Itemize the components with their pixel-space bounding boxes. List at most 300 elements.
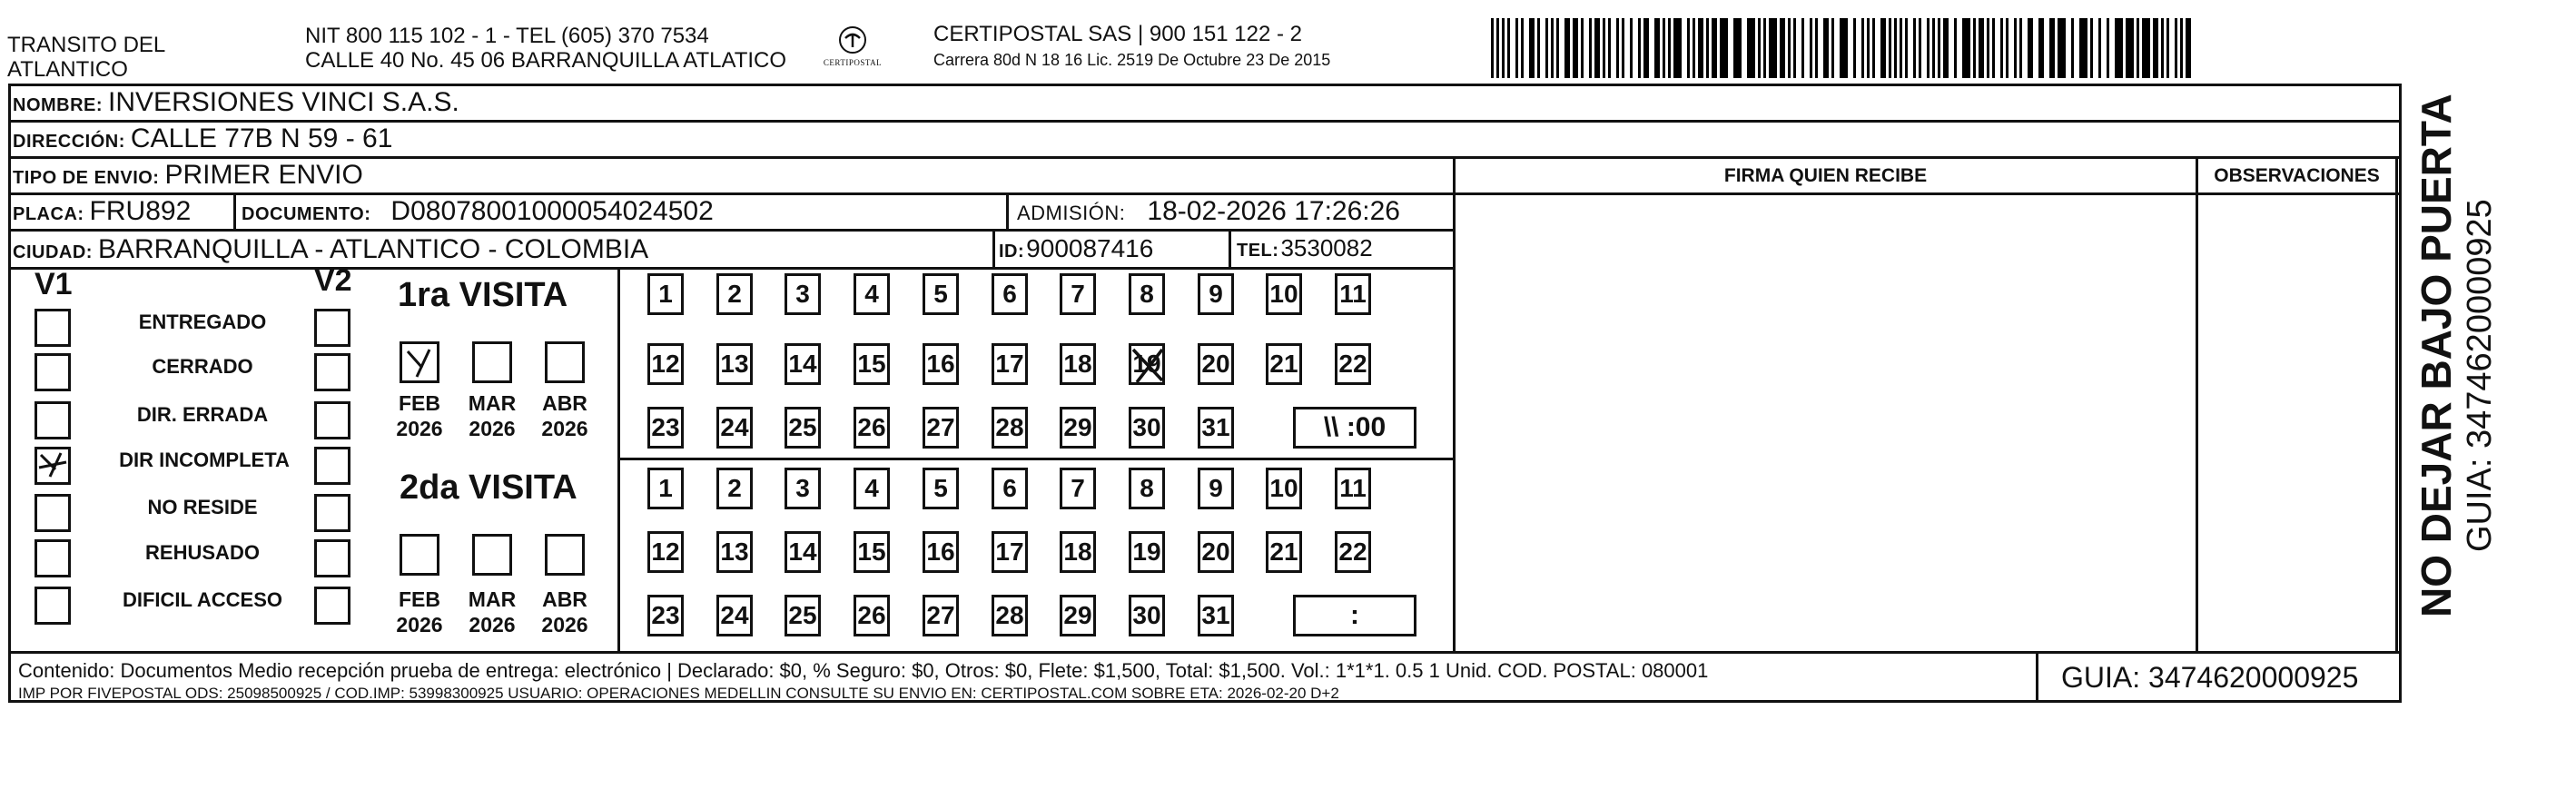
barcode-bar: [2161, 18, 2164, 78]
month-checkbox[interactable]: [472, 534, 512, 576]
day-number: 24: [720, 413, 749, 441]
courier-license: Carrera 80d N 18 16 Lic. 2519 De Octubre 23 De 2015: [933, 51, 1331, 69]
tipo-row: [13, 160, 363, 191]
status-label: DIFICIL ACCESO: [122, 588, 282, 611]
barcode-bar: [1643, 18, 1649, 78]
day-box[interactable]: [1198, 273, 1234, 315]
day-box[interactable]: [1266, 273, 1302, 315]
barcode-bar: [1889, 18, 1891, 78]
id-value: 900087416: [1026, 234, 1154, 262]
barcode-bar: [1801, 18, 1804, 78]
month-label: [460, 390, 524, 441]
day-box[interactable]: [785, 343, 821, 385]
day-number: 20: [1201, 538, 1230, 566]
barcode-bar: [2049, 18, 2055, 78]
barcode-bar: [1733, 18, 1742, 78]
sender-name-line1: TRANSITO DEL: [7, 33, 166, 57]
day-number: 22: [1338, 538, 1367, 566]
day-box[interactable]: [647, 595, 684, 636]
certipostal-logo: [815, 22, 890, 76]
day-number: 14: [788, 538, 817, 566]
barcode-bar: [1853, 18, 1856, 78]
barcode-bar: [2126, 18, 2134, 78]
barcode-bar: [2038, 18, 2044, 78]
barcode-bar: [1747, 18, 1755, 78]
v2-checkbox[interactable]: [314, 587, 350, 625]
status-label: CERRADO: [152, 355, 253, 378]
day-box[interactable]: [647, 407, 684, 449]
day-box[interactable]: [1266, 343, 1302, 385]
day-number: 15: [857, 350, 886, 378]
day-box[interactable]: [647, 343, 684, 385]
barcode-bar: [1706, 18, 1709, 78]
barcode-bar: [1529, 18, 1535, 78]
day-number: 11: [1339, 280, 1367, 308]
barcode-bar: [1943, 18, 1949, 78]
barcode-bar: [2107, 18, 2109, 78]
barcode-bar: [1491, 18, 1494, 78]
day-box[interactable]: [1335, 273, 1371, 315]
barcode-bar: [1712, 18, 1717, 78]
day-number: 14: [788, 350, 817, 378]
day-box[interactable]: [923, 343, 959, 385]
day-box[interactable]: [1129, 531, 1165, 573]
day-number: 13: [720, 350, 749, 378]
day-number: 10: [1269, 474, 1298, 502]
day-box[interactable]: [1335, 468, 1371, 509]
day-number: 18: [1063, 350, 1092, 378]
barcode-bar: [1589, 18, 1592, 78]
barcode-bar: [1973, 18, 1976, 78]
day-number: 12: [651, 350, 680, 378]
barcode-bar: [1603, 18, 1605, 78]
barcode-bar: [1673, 18, 1682, 78]
id-row: [999, 234, 1153, 263]
day-number: 21: [1269, 538, 1298, 566]
month-year: 2026: [469, 613, 516, 636]
id-label: ID:: [999, 242, 1025, 261]
day-number: 1: [658, 474, 673, 502]
placa-value: FRU892: [89, 196, 192, 226]
visit1-title: 1ra VISITA: [398, 276, 568, 314]
day-box[interactable]: [1198, 407, 1234, 449]
barcode-bar: [2006, 18, 2008, 78]
barcode-bar: [1496, 18, 1499, 78]
barcode-bar: [1927, 18, 1930, 78]
day-number: 15: [857, 538, 886, 566]
day-number: 30: [1132, 413, 1161, 441]
day-number: 16: [926, 350, 955, 378]
day-box[interactable]: [1129, 273, 1165, 315]
day-box[interactable]: [647, 468, 684, 509]
day-box[interactable]: [1060, 273, 1096, 315]
barcode-bar: [1616, 18, 1619, 78]
day-box[interactable]: [785, 531, 821, 573]
barcode-bar: [1622, 18, 1624, 78]
sender-nit: NIT 800 115 102 - 1 - TEL (605) 370 7534: [305, 24, 709, 48]
day-number: 6: [1002, 474, 1017, 502]
day-box[interactable]: [854, 595, 890, 636]
day-number: 19: [1132, 538, 1161, 566]
tel-value: 3530082: [1280, 234, 1373, 261]
barcode: [1489, 13, 2197, 78]
barcode-bar: [1687, 18, 1690, 78]
day-number: 5: [933, 474, 948, 502]
sender-contact: [305, 24, 786, 73]
barcode-bar: [1861, 18, 1864, 78]
barcode-bar: [1608, 18, 1611, 78]
day-number: 9: [1209, 474, 1223, 502]
day-box[interactable]: [923, 407, 959, 449]
barcode-bar: [2071, 18, 2074, 78]
side-guia: GUIA: 3474620000925: [2461, 199, 2499, 552]
day-number: 28: [995, 413, 1024, 441]
day-number: 7: [1071, 280, 1085, 308]
courier-info: [933, 22, 1330, 70]
v1-checkbox[interactable]: [35, 309, 71, 347]
day-number: 25: [788, 601, 817, 629]
barcode-bar: [1867, 18, 1870, 78]
barcode-bar: [1720, 18, 1728, 78]
day-box[interactable]: [716, 595, 753, 636]
barcode-bar: [1521, 18, 1524, 78]
time-box[interactable]: :: [1293, 595, 1416, 636]
visit2-title: 2da VISITA: [400, 469, 577, 507]
day-box[interactable]: [716, 468, 753, 509]
day-box[interactable]: [1060, 407, 1096, 449]
ciudad-value: BARRANQUILLA - ATLANTICO - COLOMBIA: [97, 234, 649, 264]
barcode-bar: [1823, 18, 1829, 78]
day-number: 19: [1132, 350, 1161, 378]
status-label: NO RESIDE: [147, 496, 258, 518]
day-number: 10: [1269, 280, 1298, 308]
day-box[interactable]: [647, 273, 684, 315]
day-number: 12: [651, 538, 680, 566]
day-box[interactable]: [854, 468, 890, 509]
day-number: 16: [926, 538, 955, 566]
day-number: 29: [1063, 601, 1092, 629]
status-label: DIR INCOMPLETA: [119, 449, 290, 471]
barcode-bar: [1831, 18, 1834, 78]
v1-label: V1: [35, 267, 73, 301]
v1-checkbox[interactable]: [35, 353, 71, 391]
ciudad-row: [13, 234, 648, 265]
barcode-bar: [2115, 18, 2123, 78]
barcode-bar: [1573, 18, 1578, 78]
month-checkbox[interactable]: [400, 341, 439, 383]
barcode-bar: [2186, 18, 2191, 78]
v2-checkbox[interactable]: [314, 494, 350, 532]
barcode-bar: [1815, 18, 1818, 78]
footer-contents: Contenido: Documentos Medio recepción prueba de entrega: electrónico | Declarado: $0, % Seguro: $0, Otros: $0, Flete: $1,500, Total: $1,500. Vol.: 1*1*1. 0.5 1 Unid. COD. POSTAL: 080001: [18, 659, 1709, 682]
day-number: 31: [1201, 413, 1230, 441]
day-box[interactable]: [992, 343, 1028, 385]
day-box[interactable]: [785, 407, 821, 449]
day-number: 22: [1338, 350, 1367, 378]
v1-checkbox[interactable]: [35, 539, 71, 577]
day-number: 31: [1201, 601, 1230, 629]
day-box[interactable]: [1335, 531, 1371, 573]
admision-label: ADMISIÓN:: [1017, 202, 1126, 224]
sender-name-line2: ATLANTICO: [7, 57, 128, 82]
nombre-label: NOMBRE:: [13, 95, 104, 115]
v1-checkbox[interactable]: [35, 494, 71, 532]
day-box[interactable]: [992, 531, 1028, 573]
barcode-bar: [1900, 18, 1902, 78]
day-number: 29: [1063, 413, 1092, 441]
barcode-bar: [1693, 18, 1695, 78]
barcode-bar: [2058, 18, 2066, 78]
day-box[interactable]: [1198, 595, 1234, 636]
barcode-bar: [2000, 18, 2003, 78]
month-name: MAR: [468, 587, 517, 611]
day-number: 27: [926, 413, 955, 441]
day-number: 30: [1132, 601, 1161, 629]
barcode-bar: [1932, 18, 1935, 78]
barcode-bar: [1581, 18, 1584, 78]
day-box[interactable]: [1129, 407, 1165, 449]
barcode-bar: [1894, 18, 1897, 78]
v2-checkbox[interactable]: [314, 309, 350, 347]
barcode-bar: [1515, 18, 1518, 78]
day-number: 5: [933, 280, 948, 308]
day-box[interactable]: [854, 531, 890, 573]
day-number: 9: [1209, 280, 1223, 308]
day-box[interactable]: [992, 407, 1028, 449]
month-label: [388, 587, 451, 637]
barcode-bar: [1810, 18, 1812, 78]
barcode-bar: [1654, 18, 1660, 78]
month-checkbox[interactable]: [545, 534, 585, 576]
barcode-bar: [1913, 18, 1916, 78]
month-checkbox[interactable]: [472, 341, 512, 383]
barcode-bar: [1630, 18, 1633, 78]
barcode-bar: [1551, 18, 1554, 78]
v2-checkbox[interactable]: [314, 353, 350, 391]
day-box[interactable]: [992, 595, 1028, 636]
day-number: 2: [727, 474, 742, 502]
month-name: MAR: [468, 391, 517, 415]
barcode-bar: [1556, 18, 1559, 78]
sender-address: CALLE 40 No. 45 06 BARRANQUILLA ATLATICO: [305, 48, 787, 73]
admision-value: 18-02-2026 17:26:26: [1147, 196, 1400, 226]
day-box[interactable]: [923, 595, 959, 636]
day-box[interactable]: [785, 468, 821, 509]
day-number: 6: [1002, 280, 1017, 308]
month-year: 2026: [396, 613, 443, 636]
month-name: FEB: [399, 587, 440, 611]
day-number: 2: [727, 280, 742, 308]
barcode-bar: [1962, 18, 1970, 78]
day-number: 3: [795, 474, 810, 502]
day-number: 8: [1140, 280, 1154, 308]
day-box[interactable]: [1129, 468, 1165, 509]
day-box[interactable]: [854, 407, 890, 449]
documento-value: D08078001000054024502: [390, 196, 714, 226]
status-label: DIR. ERRADA: [136, 403, 269, 426]
barcode-bar: [1788, 18, 1791, 78]
direccion-label: DIRECCIÓN:: [13, 132, 125, 152]
barcode-bar: [1979, 18, 1984, 78]
day-box[interactable]: [923, 468, 959, 509]
day-box[interactable]: [1060, 468, 1096, 509]
tel-label: TEL:: [1237, 241, 1279, 261]
ciudad-label: CIUDAD:: [13, 242, 93, 262]
day-number: 4: [864, 474, 879, 502]
day-box[interactable]: [716, 407, 753, 449]
direccion-row: [13, 123, 392, 154]
day-box[interactable]: [1060, 595, 1096, 636]
day-box[interactable]: [716, 343, 753, 385]
day-number: 4: [864, 280, 879, 308]
barcode-bar: [1668, 18, 1671, 78]
documento-row: [242, 196, 714, 227]
barcode-bar: [2019, 18, 2022, 78]
tel-row: [1237, 234, 1373, 262]
barcode-bar: [1507, 18, 1510, 78]
v1-checkbox[interactable]: [35, 401, 71, 439]
v2-checkbox[interactable]: [314, 447, 350, 485]
month-year: 2026: [541, 417, 588, 440]
day-number: 8: [1140, 474, 1154, 502]
barcode-bar: [2098, 18, 2101, 78]
barcode-bar: [1987, 18, 1989, 78]
side-warning: NO DEJAR BAJO PUERTA: [2413, 94, 2460, 617]
logo-text: CERTIPOSTAL: [823, 58, 883, 67]
barcode-bar: [1880, 18, 1886, 78]
month-name: FEB: [399, 391, 440, 415]
month-checkbox[interactable]: [545, 341, 585, 383]
direccion-value: CALLE 77B N 59 - 61: [130, 123, 393, 153]
day-box[interactable]: [1335, 343, 1371, 385]
day-number: 17: [995, 538, 1024, 566]
v2-label: V2: [314, 263, 352, 298]
day-box[interactable]: [1060, 343, 1096, 385]
nombre-row: [13, 87, 459, 118]
day-box[interactable]: [1060, 531, 1096, 573]
day-box[interactable]: [1129, 595, 1165, 636]
barcode-bar: [1698, 18, 1703, 78]
barcode-bar: [1938, 18, 1940, 78]
tipo-label: TIPO DE ENVIO:: [13, 168, 160, 188]
day-number: 23: [651, 601, 680, 629]
day-box[interactable]: [1198, 343, 1234, 385]
day-number: 27: [926, 601, 955, 629]
month-label: [533, 390, 597, 441]
day-number: 13: [720, 538, 749, 566]
day-box[interactable]: [923, 273, 959, 315]
observaciones-header: OBSERVACIONES: [2214, 165, 2380, 186]
day-box[interactable]: [785, 273, 821, 315]
barcode-bar: [2142, 18, 2150, 78]
month-year: 2026: [541, 613, 588, 636]
month-year: 2026: [396, 417, 443, 440]
month-year: 2026: [469, 417, 516, 440]
day-number: 26: [857, 601, 886, 629]
month-name: ABR: [542, 587, 587, 611]
barcode-bar: [1905, 18, 1908, 78]
day-box[interactable]: [992, 468, 1028, 509]
day-box[interactable]: [854, 273, 890, 315]
barcode-bar: [1919, 18, 1921, 78]
day-number: 21: [1269, 350, 1298, 378]
day-number: 3: [795, 280, 810, 308]
day-box[interactable]: [716, 531, 753, 573]
firma-header: FIRMA QUIEN RECIBE: [1723, 165, 1928, 186]
sender-name: [7, 33, 165, 82]
day-number: 25: [788, 413, 817, 441]
time-box[interactable]: \\ :00: [1293, 407, 1416, 449]
barcode-bar: [1564, 18, 1570, 78]
barcode-bar: [2153, 18, 2158, 78]
day-number: 1: [658, 280, 673, 308]
month-checkbox[interactable]: [400, 534, 439, 576]
barcode-bar: [1872, 18, 1875, 78]
barcode-bar: [1769, 18, 1777, 78]
barcode-bar: [2090, 18, 2093, 78]
month-name: ABR: [542, 391, 587, 415]
barcode-bar: [1793, 18, 1796, 78]
tipo-value: PRIMER ENVIO: [164, 160, 363, 190]
barcode-bar: [1537, 18, 1540, 78]
barcode-bar: [1992, 18, 1995, 78]
v1-checkbox[interactable]: [35, 447, 71, 485]
day-box[interactable]: [992, 273, 1028, 315]
month-label: [460, 587, 524, 637]
day-box[interactable]: [1198, 531, 1234, 573]
footer-imp: IMP POR FIVEPOSTAL ODS: 25098500925 / COD.IMP: 53998300925 USUARIO: OPERACIONES MEDELLIN CONSULTE SU ENVIO EN: CERTIPOSTAL.COM SOBRE ETA: 2026-02-20 D+2: [18, 685, 1339, 702]
v2-checkbox[interactable]: [314, 401, 350, 439]
v1-checkbox[interactable]: [35, 587, 71, 625]
day-number: 17: [995, 350, 1024, 378]
barcode-bar: [1502, 18, 1505, 78]
status-label: ENTREGADO: [138, 311, 267, 333]
courier-name: CERTIPOSTAL SAS | 900 151 122 - 2: [933, 22, 1302, 46]
barcode-bar: [1780, 18, 1785, 78]
admision-row: [1017, 196, 1400, 227]
day-number: 20: [1201, 350, 1230, 378]
day-box[interactable]: [923, 531, 959, 573]
day-number: 24: [720, 601, 749, 629]
barcode-bar: [2014, 18, 2017, 78]
barcode-bar: [2137, 18, 2139, 78]
day-box[interactable]: [647, 531, 684, 573]
day-number: 26: [857, 413, 886, 441]
placa-row: [13, 196, 191, 227]
barcode-bar: [2079, 18, 2087, 78]
day-box[interactable]: [854, 343, 890, 385]
day-box[interactable]: [1266, 468, 1302, 509]
day-box[interactable]: [1266, 531, 1302, 573]
barcode-bar: [1758, 18, 1761, 78]
barcode-bar: [1638, 18, 1641, 78]
month-label: [533, 587, 597, 637]
footer-guia: GUIA: 3474620000925: [2061, 661, 2359, 694]
day-box[interactable]: [785, 595, 821, 636]
day-number: 7: [1071, 474, 1085, 502]
barcode-bar: [2175, 18, 2177, 78]
day-number: 18: [1063, 538, 1092, 566]
barcode-bar: [1954, 18, 1957, 78]
v2-checkbox[interactable]: [314, 539, 350, 577]
day-box[interactable]: [1129, 343, 1165, 385]
day-box[interactable]: [1198, 468, 1234, 509]
status-label: REHUSADO: [145, 541, 260, 564]
day-box[interactable]: [716, 273, 753, 315]
nombre-value: INVERSIONES VINCI S.A.S.: [108, 87, 459, 117]
day-number: 28: [995, 601, 1024, 629]
barcode-bar: [1663, 18, 1665, 78]
